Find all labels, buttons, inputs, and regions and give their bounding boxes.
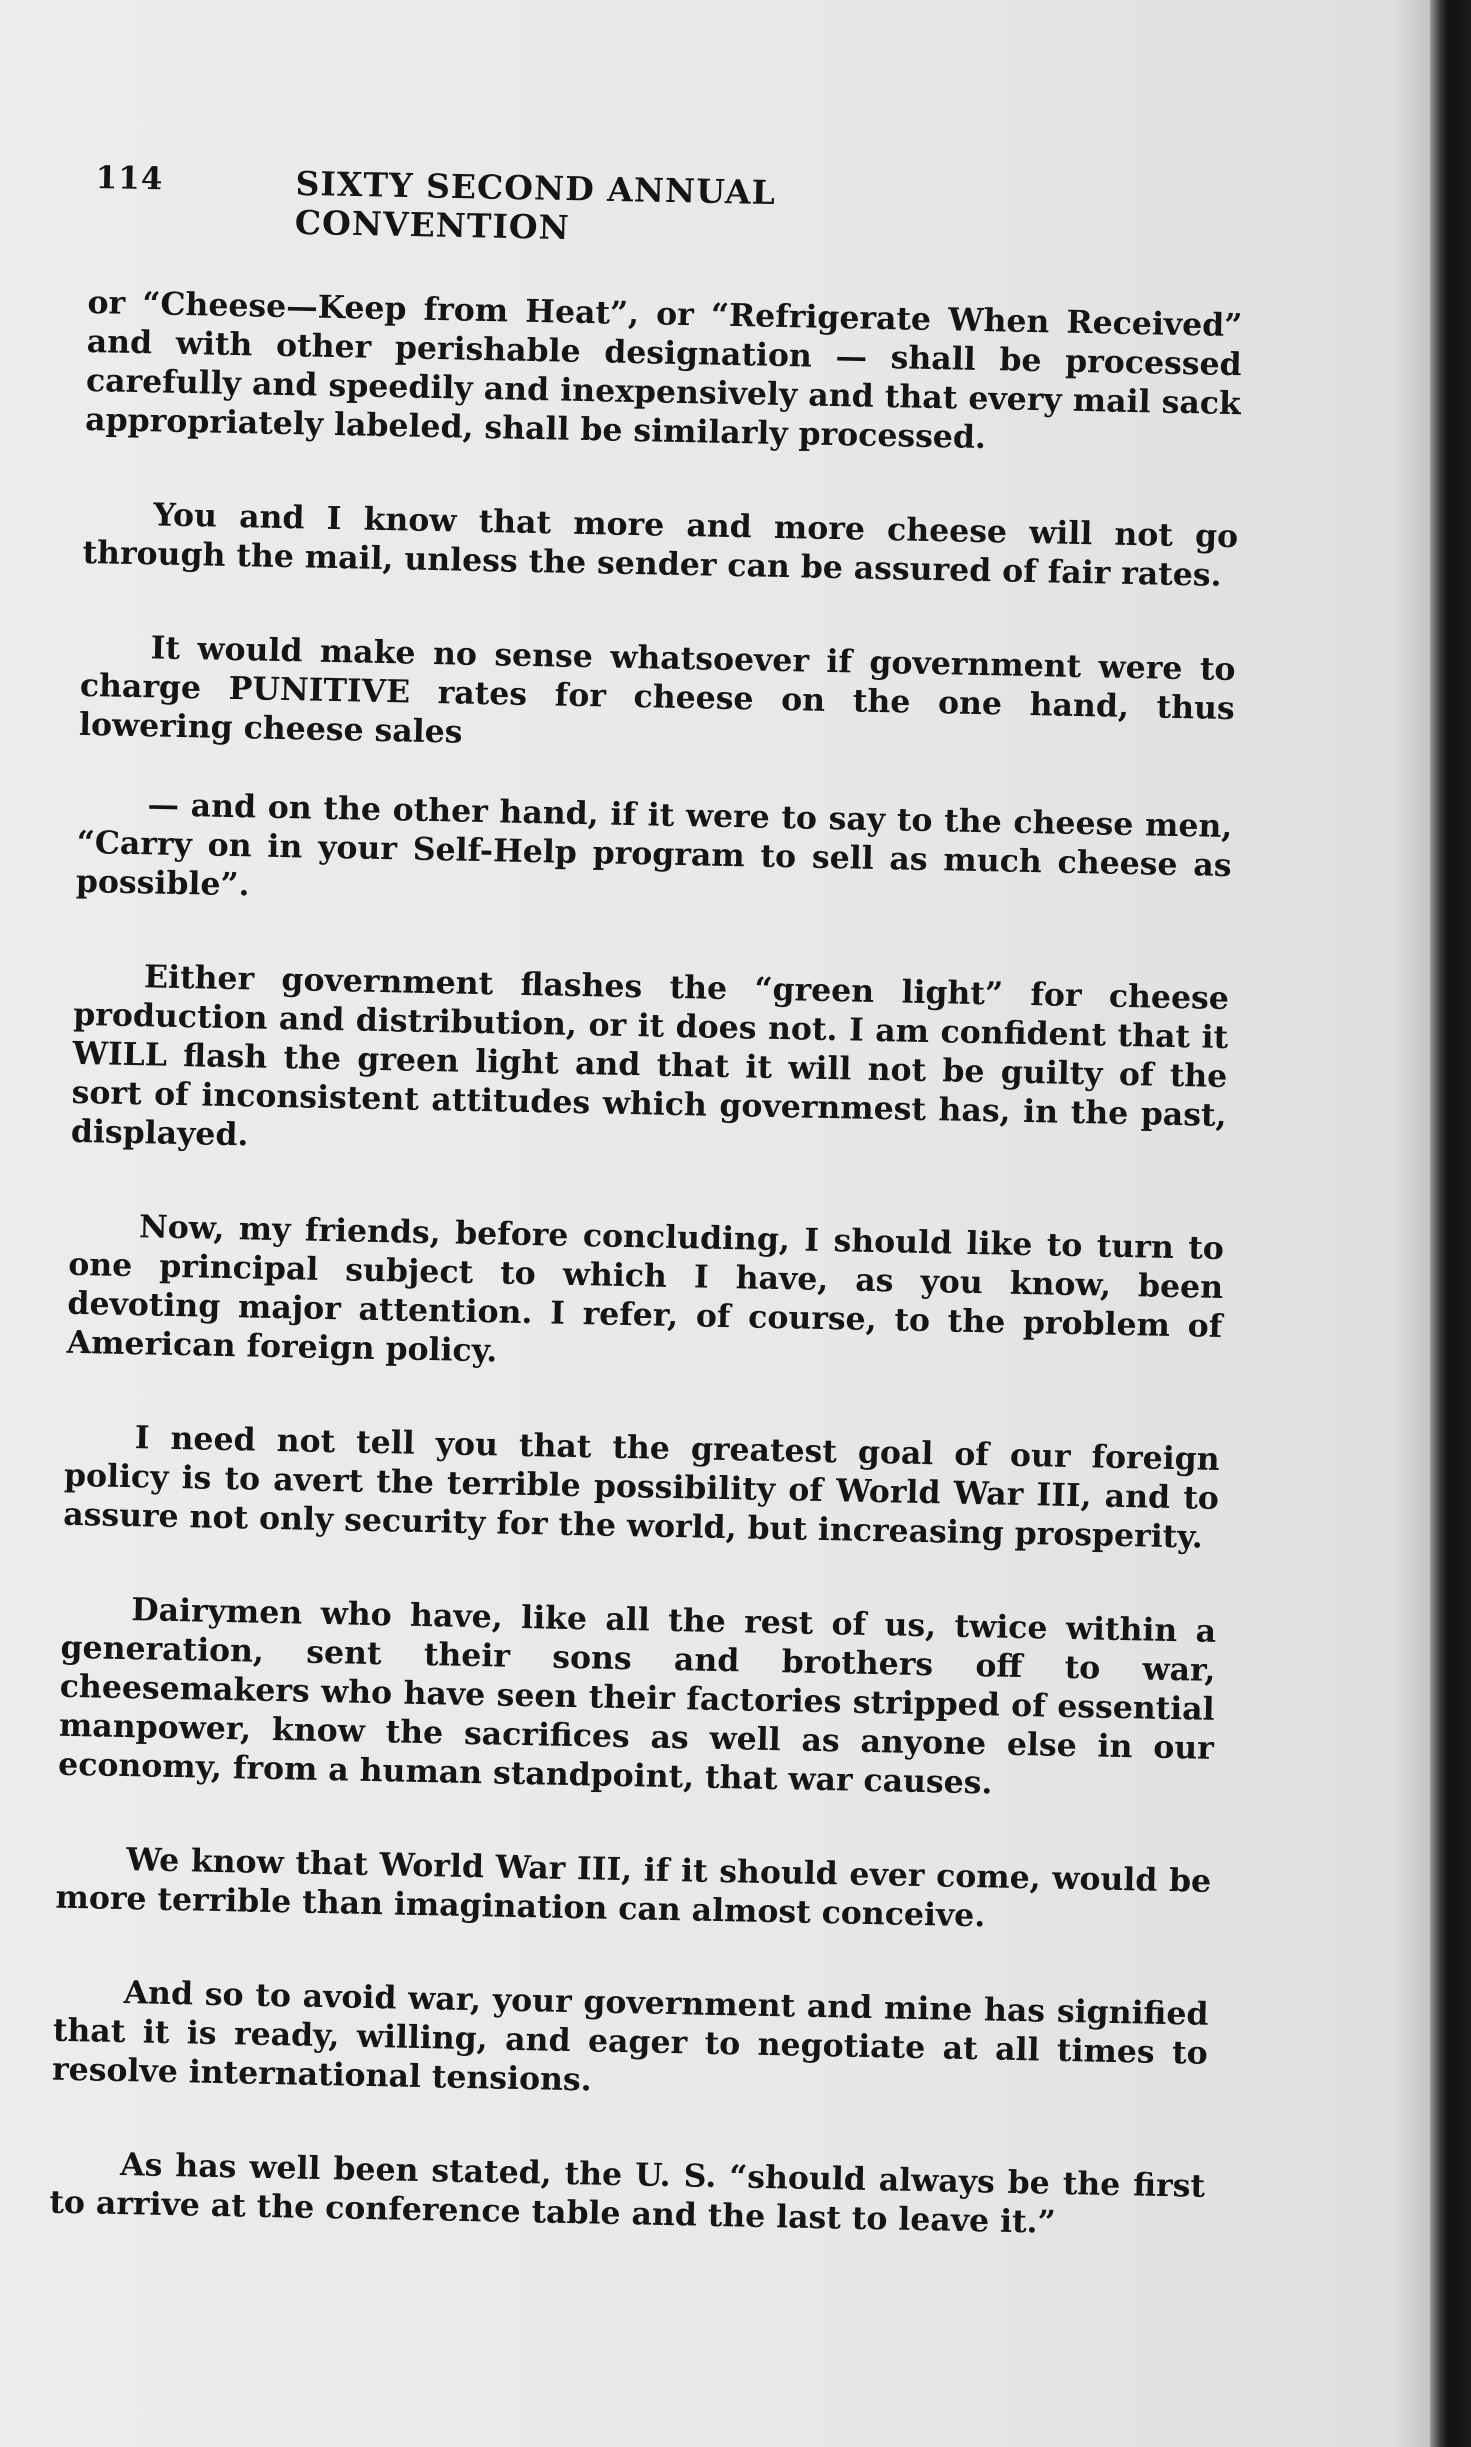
paragraph-dairymen: Dairymen who have, like all the rest of us, twice within a generation, sent their sons and brothers off to war, cheesemakers who have seen their factories stripped of essential manpower, know the sacrifices as well as anyone else in our economy, from a human standpoint, that war causes. — [57, 1591, 1217, 1802]
page-gutter-shadow — [1392, 0, 1430, 2447]
paragraph-mail-rates: You and I know that more and more cheese will not go through the mail, unless the sender can be assured of fair rates. — [82, 496, 1239, 594]
paragraph-foreign-policy-intro: Now, my friends, before concluding, I should like to turn to one principal subject to which I have, as you know, been devoting major attention. I refer, of course, to the problem of American foreign policy. — [66, 1208, 1225, 1370]
paragraph-negotiate: And so to avoid war, your government and mine has signified that it is ready, willing, and eager to negotiate at all times to resolve international tensions. — [51, 1974, 1209, 2099]
paragraph-green-light: Either government flashes the “green light” for cheese production and distribution, or it does not. I am confident that it WILL flash the green light and that it will not be guilty of the sort of inconsistent attitudes which governmest has, in the past, displayed. — [70, 958, 1230, 1154]
running-title: SIXTY SECOND ANNUAL CONVENTION — [294, 163, 777, 248]
page-number: 114 — [95, 160, 164, 198]
paragraph-conference-table: As has well been stated, the U. S. “should always be the first to arrive at the conference table and the last to leave it.” — [49, 2146, 1206, 2241]
paragraph-self-help: — and on the other hand, if it were to say to the cheese men, “Carry on in your Self-Help program to sell as much cheese as possible”. — [75, 786, 1233, 904]
body-text — [48, 283, 1243, 2300]
paragraph-continued: or “Cheese—Keep from Heat”, or “Refrigerate When Received” and with other perishable designation — shall be processed carefully and speedily and inexpensively and that every mail sack appropriately labeled, shall be similarly processed. — [84, 283, 1243, 457]
page-header — [95, 160, 1061, 249]
paragraph-world-war-goal: I need not tell you that the greatest goal of our foreign policy is to avert the terrible possibility of World War III, and to assure not only security for the world, but increasing prosperity. — [62, 1419, 1220, 1556]
paragraph-world-war-iii: We know that World War III, if it should ever come, would be more terrible than imagination can almost conceive. — [55, 1841, 1212, 1935]
paragraph-punitive-rates: It would make no sense whatsoever if government were to charge PUNITIVE rates for cheese on the one hand, thus lowering cheese sales — [78, 629, 1236, 751]
book-spine — [1430, 0, 1471, 2447]
